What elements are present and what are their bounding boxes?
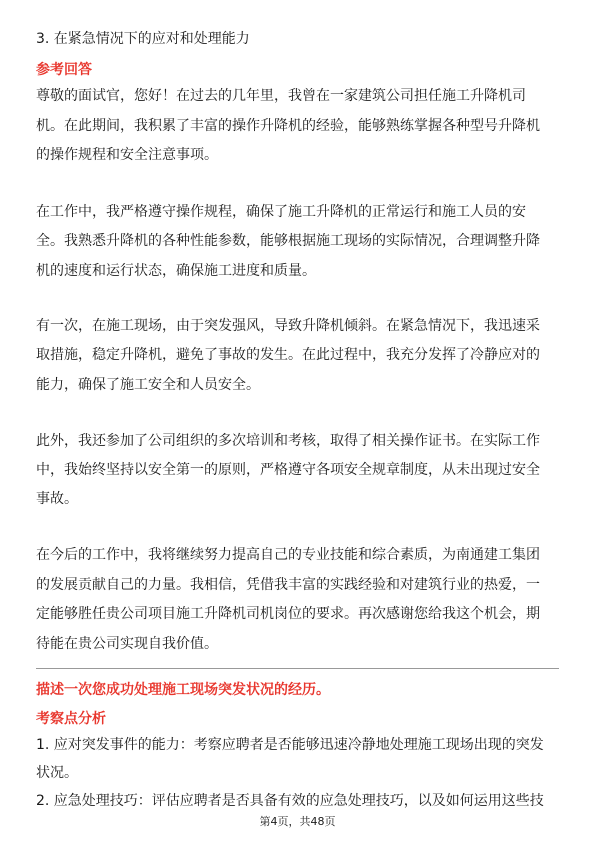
answer-line: 事故。 [36, 491, 78, 507]
answer-line: 在工作中，我严格遵守操作规程，确保了施工升降机的正常运行和施工人员的安 [36, 204, 526, 220]
analysis-line: 2. 应急处理技巧：评估应聘者是否具备有效的应急处理技巧，以及如何运用这些技 [36, 793, 544, 809]
analysis-line: 状况。 [36, 765, 78, 781]
section-heading: 3. 在紧急情况下的应对和处理能力 [36, 31, 250, 47]
answer-line: 能力，确保了施工安全和人员安全。 [36, 377, 260, 393]
analysis-line: 1. 应对突发事件的能力：考察应聘者是否能够迅速冷静地处理施工现场出现的突发 [36, 737, 544, 753]
answer-line: 尊敬的面试官，您好！在过去的几年里，我曾在一家建筑公司担任施工升降机司 [36, 88, 526, 104]
answer-line: 中，我始终坚持以安全第一的原则，严格遵守各项安全规章制度，从未出现过安全 [36, 462, 540, 478]
answer-line: 的操作规程和安全注意事项。 [36, 147, 218, 163]
reference-answer-label: 参考回答 [36, 62, 92, 78]
interview-question: 描述一次您成功处理施工现场突发状况的经历。 [36, 682, 330, 698]
answer-line: 取措施，稳定升降机，避免了事故的发生。在此过程中，我充分发挥了冷静应对的 [36, 347, 540, 363]
answer-line: 定能够胜任贵公司项目施工升降机司机岗位的要求。再次感谢您给我这个机会，期 [36, 606, 540, 622]
analysis-label: 考察点分析 [36, 711, 106, 727]
section-divider [36, 668, 559, 669]
answer-line: 的发展贡献自己的力量。我相信，凭借我丰富的实践经验和对建筑行业的热爱，一 [36, 577, 540, 593]
answer-line: 在今后的工作中，我将继续努力提高自己的专业技能和综合素质，为南通建工集团 [36, 547, 540, 563]
answer-line: 有一次，在施工现场，由于突发强风，导致升降机倾斜。在紧急情况下，我迅速采 [36, 318, 540, 334]
answer-line: 机。在此期间，我积累了丰富的操作升降机的经验，能够熟练掌握各种型号升降机 [36, 118, 540, 134]
page-footer: 第4页，共48页 [259, 815, 336, 828]
answer-line: 待能在贵公司实现自我价值。 [36, 636, 218, 652]
answer-line: 机的速度和运行状态，确保施工进度和质量。 [36, 263, 316, 279]
answer-line: 此外，我还参加了公司组织的多次培训和考核，取得了相关操作证书。在实际工作 [36, 433, 540, 449]
answer-line: 全。我熟悉升降机的各种性能参数，能够根据施工现场的实际情况，合理调整升降 [36, 233, 540, 249]
